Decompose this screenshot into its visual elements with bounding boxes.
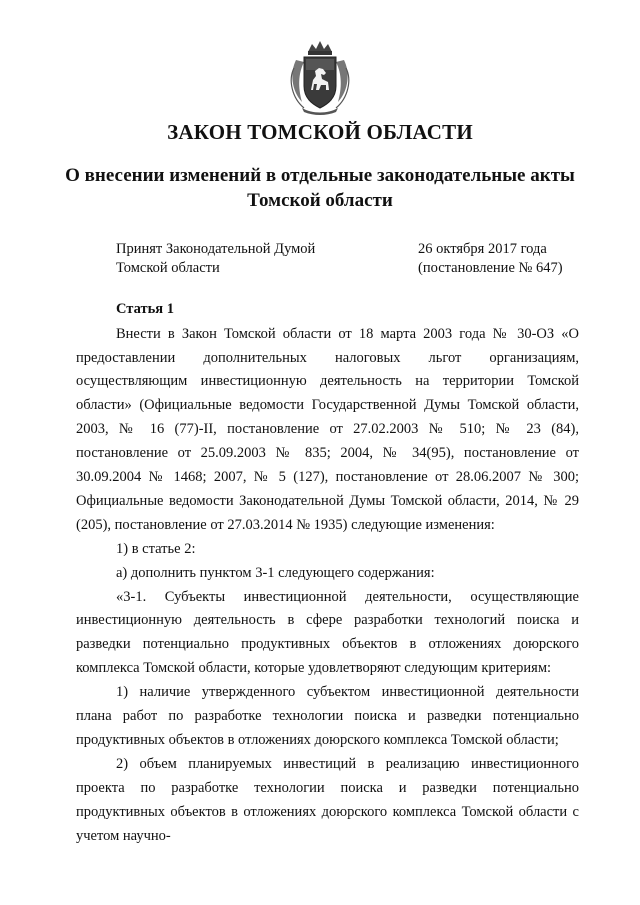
paragraph-amendment-intro: Внести в Закон Томской области от 18 марта 2003 года № 30-ОЗ «О предоставлении дополнительных налоговых льгот организациям, осуществляющим инвестиционную деятельность на территории Томской области» (Официальные ведомости Государственной Думы Томской области, 2003, № 16 (77)-II, постановление от 27.02.2003 № 510; № 23 (84), постановление от 25.09.2003 № 835; 2004, № 34(95), постановление от 30.09.2004 № 1468; 2007, № 5 (127), постановление от 28.06.2007 № 300; Официальные ведомости Законодательной Думы Томской области, 2014, № 29 (205), постановление от 27.03.2014 № 1935) следующие изменения:	[76, 325, 579, 533]
item-1a: а) дополнить пунктом 3-1 следующего содержания:	[116, 564, 435, 581]
paragraph-clause-3-1: «3-1. Субъекты инвестиционной деятельности, осуществляющие инвестиционную деятельность в сфере разработки технологий поиска и разведки потенциально продуктивных объектов в отложениях доюрского комплекса Томской области, которые удовлетворяют следующим критериям:	[76, 588, 579, 677]
law-body	[76, 298, 579, 849]
adoption-date-line: 26 октября 2017 года	[418, 241, 547, 257]
tomsk-coat-of-arms-icon	[288, 38, 352, 116]
adoption-body	[116, 240, 315, 278]
criterion-1: 1) наличие утвержденного субъектом инвестиционной деятельности плана работ по разработке технологии поиска и разведки потенциально продуктивных объектов в отложениях доюрского комплекса Томской области;	[76, 684, 579, 748]
item-1: 1) в статье 2:	[116, 540, 196, 557]
article-heading: Статья 1	[116, 301, 174, 317]
law-subtitle: О внесении изменений в отдельные законодательные акты Томской области	[65, 165, 575, 211]
criterion-2: 2) объем планируемых инвестиций в реализацию инвестиционного проекта по разработке технологии поиска и разведки потенциально продуктивных объектов в отложениях доюрского комплекса Томской области с учетом научно-	[76, 755, 579, 844]
law-title: ЗАКОН ТОМСКОЙ ОБЛАСТИ	[167, 120, 473, 144]
adoption-resolution-line: (постановление № 647)	[418, 260, 563, 276]
adoption-body-line2: Томской области	[116, 260, 220, 276]
adoption-date	[418, 240, 563, 278]
adoption-body-line1: Принят Законодательной Думой	[116, 241, 316, 257]
